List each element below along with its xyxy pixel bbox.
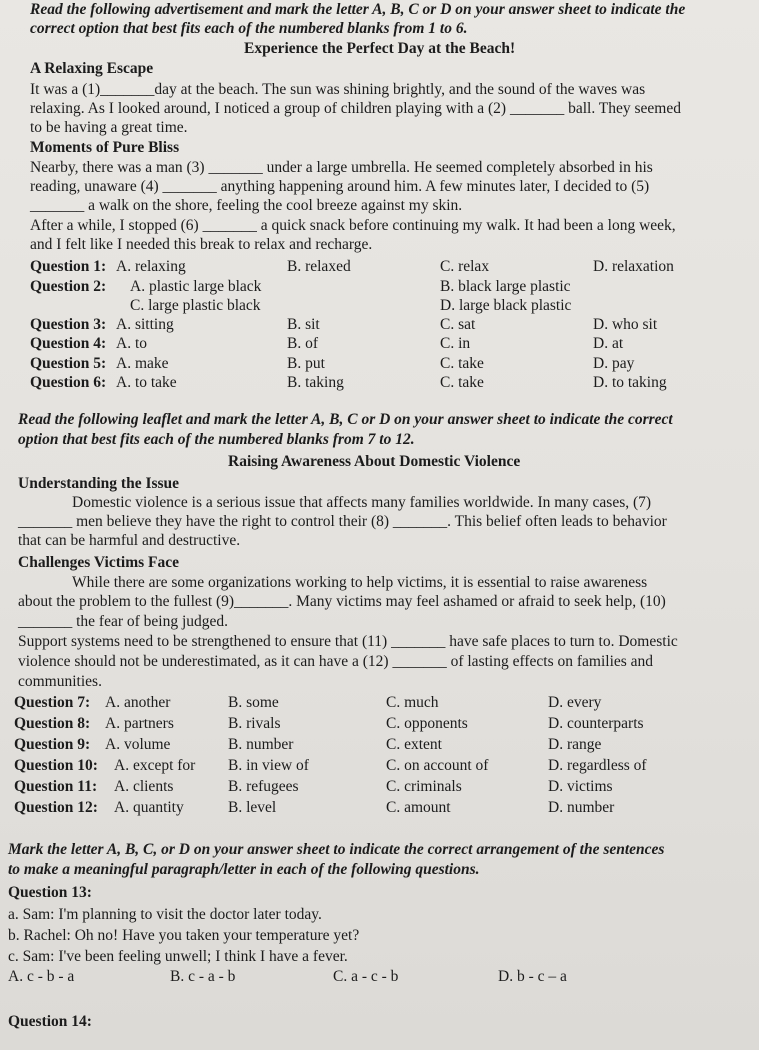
option-c: C. on account of <box>386 757 489 774</box>
option-c: C. amount <box>386 799 451 816</box>
question-label: Question 4: <box>30 335 107 352</box>
option-d: D. number <box>548 799 615 816</box>
heading-relaxing-escape: A Relaxing Escape <box>30 60 154 77</box>
option-c: C. take <box>440 374 484 391</box>
q13-sentence-c: c. Sam: I've been feeling unwell; I think I have a fever. <box>8 948 348 965</box>
instruction-part2-line1: Read the following leaflet and mark the letter A, B, C or D on your answer sheet to indicate the correct <box>18 411 673 428</box>
option-b: B. taking <box>287 374 344 391</box>
option-d: D. victims <box>548 778 613 795</box>
option-a: A. c - b - a <box>8 968 75 985</box>
option-a: A. partners <box>105 715 174 732</box>
option-a: A. another <box>105 694 171 711</box>
option-c: C. sat <box>440 316 476 333</box>
paragraph2-line3: _______ a walk on the shore, feeling the cool breeze against my skin. <box>30 197 463 214</box>
heading-understanding-issue: Understanding the Issue <box>18 475 180 492</box>
leaflet-p2-line2: about the problem to the fullest (9)_______. Many victims may feel ashamed or afraid to seek help, (10) <box>18 593 666 610</box>
leaflet-p1-line2: _______ men believe they have the right to control their (8) _______. This belief often leads to behavior <box>18 513 667 530</box>
leaflet-p1-line1: Domestic violence is a serious issue that affects many families worldwide. In many cases, (7) <box>72 494 652 511</box>
option-a: A. except for <box>114 757 196 774</box>
paragraph1-line3: to be having a great time. <box>30 119 188 136</box>
option-d: D. at <box>593 335 624 352</box>
question-label: Question 7: <box>14 694 91 711</box>
option-b: B. c - a - b <box>170 968 236 985</box>
leaflet-p3-line2: violence should not be underestimated, as it can have a (12) _______ of lasting effects on families and <box>18 653 654 670</box>
leaflet-p2-line1: While there are some organizations working to help victims, it is essential to raise awareness <box>72 574 648 591</box>
option-b: B. put <box>287 355 325 372</box>
option-c: C. relax <box>440 258 490 275</box>
option-a: A. make <box>116 355 169 372</box>
option-c: C. much <box>386 694 439 711</box>
option-d: D. relaxation <box>593 258 674 275</box>
option-c: C. criminals <box>386 778 462 795</box>
leaflet-p3-line3: communities. <box>18 673 102 690</box>
paragraph1-line1: It was a (1)_______day at the beach. The sun was shining brightly, and the sound of the waves was <box>30 81 646 98</box>
paragraph2-line1: Nearby, there was a man (3) _______ under a large umbrella. He seemed completely absorbed in his <box>30 159 653 176</box>
option-b: B. rivals <box>228 715 281 732</box>
option-d: D. to taking <box>593 374 667 391</box>
instruction-part1-line2: correct option that best fits each of the numbered blanks from 1 to 6. <box>30 20 468 37</box>
option-b: B. number <box>228 736 294 753</box>
q13-sentence-a: a. Sam: I'm planning to visit the doctor later today. <box>8 906 322 923</box>
paragraph3-line1: After a while, I stopped (6) _______ a quick snack before continuing my walk. It had been a long week, <box>30 217 676 234</box>
instruction-part1-line1: Read the following advertisement and mark the letter A, B, C or D on your answer sheet to indicate the <box>30 1 686 18</box>
instruction-part3-line1: Mark the letter A, B, C, or D on your answer sheet to indicate the correct arrangement of the sentences <box>8 841 665 858</box>
option-a: A. volume <box>105 736 171 753</box>
option-c: C. in <box>440 335 471 352</box>
question-label: Question 10: <box>14 757 98 774</box>
question-label: Question 12: <box>14 799 98 816</box>
option-a: A. quantity <box>114 799 184 816</box>
option-a: A. sitting <box>116 316 174 333</box>
q13-sentence-b: b. Rachel: Oh no! Have you taken your temperature yet? <box>8 927 360 944</box>
question-label: Question 6: <box>30 374 107 391</box>
question-label: Question 8: <box>14 715 91 732</box>
paragraph2-line2: reading, unaware (4) _______ anything happening around him. A few minutes later, I decided to (5) <box>30 178 650 195</box>
option-a: A. clients <box>114 778 174 795</box>
option-a: A. to <box>116 335 147 352</box>
paragraph3-line2: and I felt like I needed this break to relax and recharge. <box>30 236 373 253</box>
option-a: A. relaxing <box>116 258 186 275</box>
option-b: B. some <box>228 694 279 711</box>
heading-challenges: Challenges Victims Face <box>18 554 180 571</box>
advertisement-title: Experience the Perfect Day at the Beach! <box>244 40 516 57</box>
question-label: Question 9: <box>14 736 91 753</box>
option-b: B. relaxed <box>287 258 351 275</box>
option-c: C. extent <box>386 736 442 753</box>
option-b: B. refugees <box>228 778 299 795</box>
option-d: D. counterparts <box>548 715 644 732</box>
option-b: B. level <box>228 799 277 816</box>
option-b: B. of <box>287 335 318 352</box>
option-c: C. opponents <box>386 715 468 732</box>
option-b: B. black large plastic <box>440 278 571 295</box>
option-c: C. take <box>440 355 484 372</box>
question-14-label: Question 14: <box>8 1013 92 1030</box>
instruction-part2-line2: option that best fits each of the numbered blanks from 7 to 12. <box>18 431 415 448</box>
option-b: B. sit <box>287 316 320 333</box>
instruction-part3-line2: to make a meaningful paragraph/letter in each of the following questions. <box>8 861 480 878</box>
question-label: Question 2: <box>30 278 107 295</box>
option-a: A. to take <box>116 374 177 391</box>
leaflet-p2-line3: _______ the fear of being judged. <box>18 613 229 630</box>
heading-moments-of-bliss: Moments of Pure Bliss <box>30 139 180 156</box>
option-d: D. b - c – a <box>498 968 567 985</box>
option-c: C. a - c - b <box>333 968 399 985</box>
leaflet-p3-line1: Support systems need to be strengthened to ensure that (11) _______ have safe places to turn to. Domestic <box>18 633 678 650</box>
option-d: D. pay <box>593 355 635 372</box>
option-d: D. who sit <box>593 316 658 333</box>
option-d: D. regardless of <box>548 757 647 774</box>
leaflet-title: Raising Awareness About Domestic Violence <box>228 453 521 470</box>
option-d: D. range <box>548 736 602 753</box>
leaflet-p1-line3: that can be harmful and destructive. <box>18 532 241 549</box>
option-a: A. plastic large black <box>130 278 262 295</box>
paragraph1-line2: relaxing. As I looked around, I noticed a group of children playing with a (2) _______ ball. They seemed <box>30 100 681 117</box>
question-label: Question 5: <box>30 355 107 372</box>
question-label: Question 3: <box>30 316 107 333</box>
question-label: Question 11: <box>14 778 98 795</box>
option-d: D. every <box>548 694 602 711</box>
question-label: Question 1: <box>30 258 107 275</box>
option-c: C. large plastic black <box>130 297 261 314</box>
option-d: D. large black plastic <box>440 297 572 314</box>
question-13-label: Question 13: <box>8 884 92 901</box>
option-b: B. in view of <box>228 757 309 774</box>
